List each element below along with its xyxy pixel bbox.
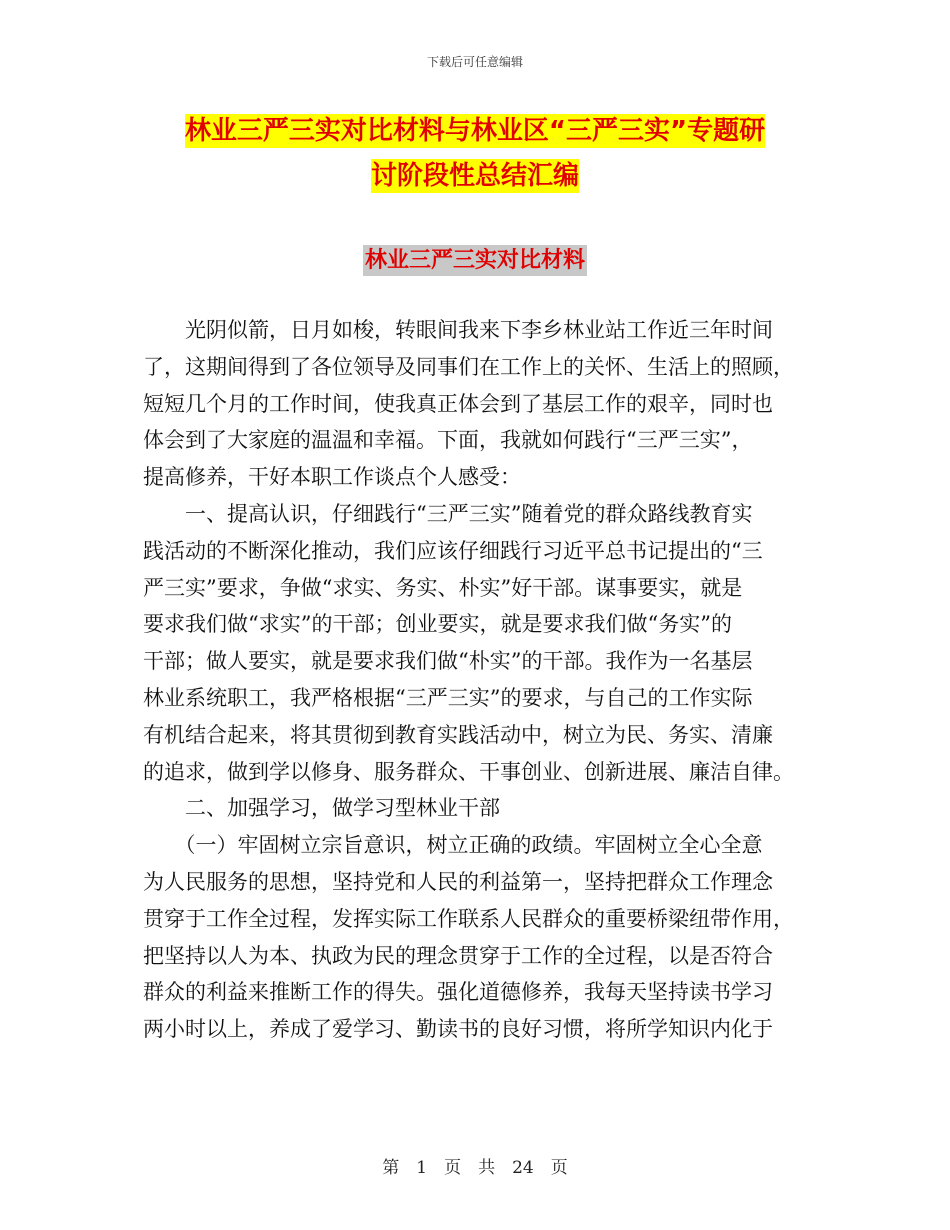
document-title-line-2 bbox=[0, 150, 950, 202]
body-line: 短短几个月的工作时间，使我真正体会到了基层工作的艰辛，同时也 bbox=[143, 391, 773, 416]
body-line: 二、加强学习，做学习型林业干部 bbox=[143, 796, 500, 821]
body-line: 严三实”要求，争做“求实、务实、朴实”好干部。谋事要实，就是 bbox=[143, 575, 743, 600]
body-line: 光阴似箭，日月如梭，转眼间我来下李乡林业站工作近三年时间 bbox=[143, 318, 773, 342]
body-line: 干部；做人要实，就是要求我们做“朴实”的干部。我作为一名基层 bbox=[143, 649, 753, 674]
body-line: 为人民服务的思想，坚持党和人民的利益第一，坚持把群众工作理念 bbox=[143, 869, 773, 894]
body-line: 贯穿于工作全过程，发挥实际工作联系人民群众的重要桥梁纽带作用， bbox=[143, 906, 794, 931]
body-line: 有机结合起来，将其贯彻到教育实践活动中，树立为民、务实、清廉 bbox=[143, 722, 773, 747]
body-line: 的追求，做到学以修身、服务群众、干事创业、创新进展、廉洁自律。 bbox=[143, 759, 794, 784]
body-line: 两小时以上，养成了爱学习、勤读书的良好习惯，将所学知识内化于 bbox=[143, 1017, 773, 1042]
body-line: 了，这期间得到了各位领导及同事们在工作上的关怀、生活上的照顾， bbox=[143, 354, 794, 379]
section-subtitle bbox=[0, 243, 950, 274]
body-line: 把坚持以人为本、执政为民的理念贯穿于工作的全过程，以是否符合 bbox=[143, 943, 773, 968]
page-footer: 第 1 页 共 24 页 bbox=[382, 1158, 568, 1178]
body-line: 践活动的不断深化推动，我们应该仔细践行习近平总书记提出的“三 bbox=[143, 538, 763, 563]
document-title-line-2-text: 讨阶段性总结汇编 bbox=[370, 161, 579, 191]
body-line: 体会到了大家庭的温温和幸福。下面，我就如何践行“三严三实”， bbox=[143, 428, 753, 453]
section-subtitle-text: 林业三严三实对比材料 bbox=[363, 245, 587, 276]
body-line: 提高修养，干好本职工作谈点个人感受： bbox=[143, 465, 521, 490]
document-title-line-1-text: 林业三严三实对比材料与林业区“三严三实”专题研 bbox=[184, 116, 766, 146]
body-line: 要求我们做“求实”的干部；创业要实，就是要求我们做“务实”的 bbox=[143, 612, 732, 637]
body-text bbox=[143, 312, 807, 1048]
body-line: （一）牢固树立宗旨意识，树立正确的政绩。牢固树立全心全意 bbox=[143, 833, 763, 858]
header-note: 下载后可任意编辑 bbox=[426, 55, 523, 69]
body-line: 林业系统职工，我严格根据“三严三实”的要求，与自己的工作实际 bbox=[143, 685, 753, 710]
body-line: 一、提高认识，仔细践行“三严三实”随着党的群众路线教育实 bbox=[143, 501, 753, 526]
body-line: 群众的利益来推断工作的得失。强化道德修养，我每天坚持读书学习 bbox=[143, 980, 773, 1005]
